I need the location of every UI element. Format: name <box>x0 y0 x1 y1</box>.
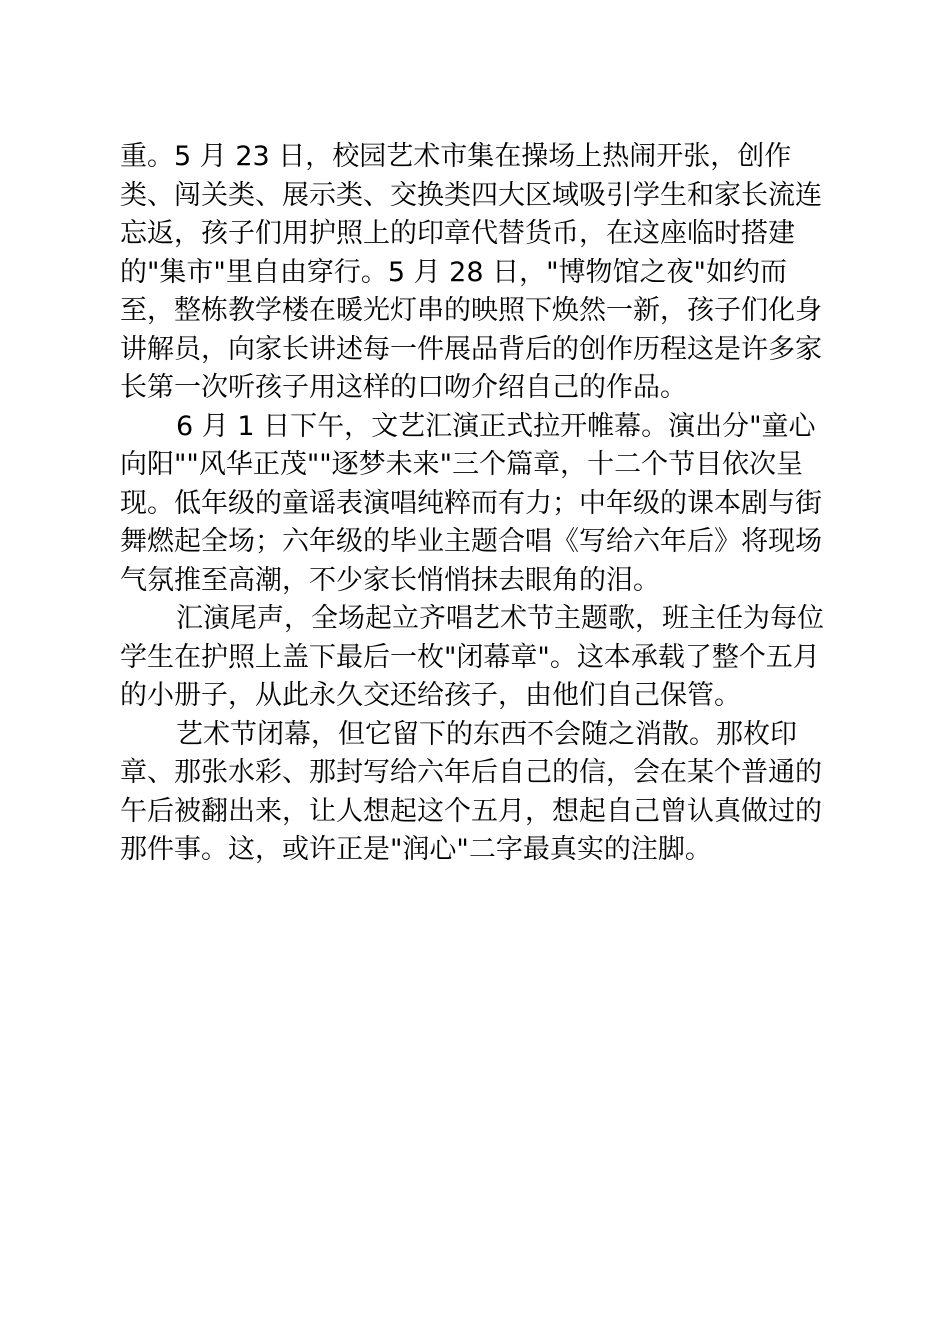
paragraph-performance: 6 月 1 日下午，文艺汇演正式拉开帷幕。演出分"童心向阳""风华正茂""逐梦未来"三个篇章，十二个节目依次呈现。低年级的童谣表演唱纯粹而有力；中年级的课本剧与街舞燃起全场；六年级的毕业主题合唱《写给六年后》将现场气氛推至高潮，不少家长悄悄抹去眼角的泪。 <box>120 410 822 596</box>
paragraph-conclusion: 艺术节闭幕，但它留下的东西不会随之消散。那枚印章、那张水彩、那封写给六年后自己的信，会在某个普通的午后被翻出来，让人想起这个五月，想起自己曾认真做过的那件事。这，或许正是"润心"二字最真实的注脚。 <box>120 718 822 865</box>
paragraph-closing-ceremony: 汇演尾声，全场起立齐唱艺术节主题歌，班主任为每位学生在护照上盖下最后一枚"闭幕章"。这本承载了整个五月的小册子，从此永久交还给孩子，由他们自己保管。 <box>120 603 824 711</box>
paragraph-continuation: 重。5 月 23 日，校园艺术市集在操场上热闹开张，创作类、闯关类、展示类、交换类四大区域吸引学生和家长流连忘返，孩子们用护照上的印章代替货币，在这座临时搭建的"集市"里自由穿行。5 月 28 日，"博物馆之夜"如约而至，整栋教学楼在暖光灯串的映照下焕然一新，孩子们化身讲解员，向家长讲述每一件展品背后的创作历程这是许多家长第一次听孩子用这样的口吻介绍自己的作品。 <box>120 141 822 403</box>
body-text <box>120 138 832 870</box>
